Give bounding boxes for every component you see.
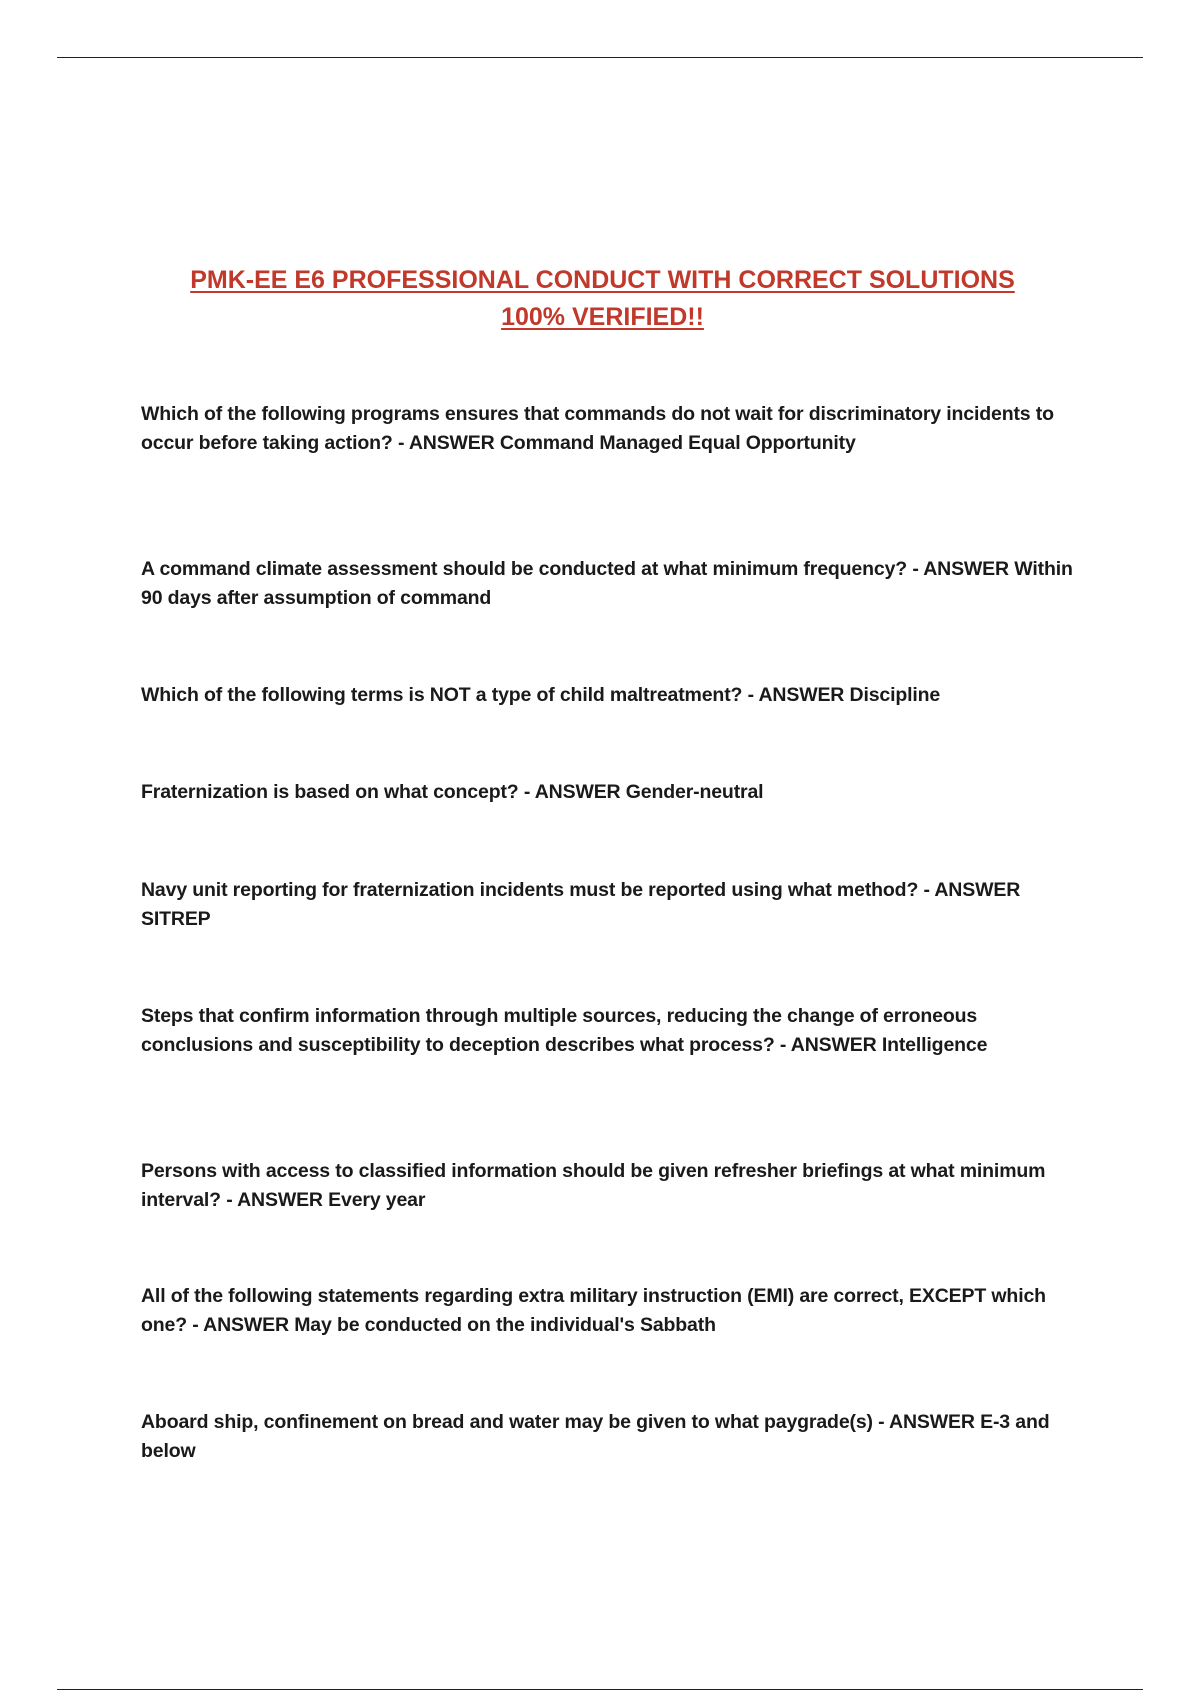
qa-answer: SITREP	[141, 908, 211, 930]
qa-answer: Gender-neutral	[625, 781, 764, 803]
document-title	[130, 262, 1075, 336]
qa-item-6	[141, 1002, 1076, 1060]
qa-item-1	[141, 400, 1076, 458]
qa-answer: E-3 and below	[141, 1411, 1050, 1462]
qa-question: Which of the following programs ensures that commands do not wait for discriminatory incidents to occur before taking action?	[141, 403, 1054, 454]
qa-answer-separator: - ANSWER	[220, 1189, 329, 1211]
qa-question: A command climate assessment should be conducted at what minimum frequency?	[141, 558, 908, 580]
qa-answer-separator: - ANSWER	[392, 432, 500, 454]
qa-answer-separator: - ANSWER	[907, 558, 1015, 580]
qa-item-3	[141, 681, 1076, 710]
qa-question: Which of the following terms is NOT a type of child maltreatment?	[141, 684, 743, 706]
qa-item-8	[141, 1282, 1076, 1340]
qa-answer: Discipline	[849, 684, 941, 706]
document-title-line-1: PMK-EE E6 PROFESSIONAL CONDUCT WITH CORRECT SOLUTIONS	[190, 266, 1015, 294]
qa-answer: Every year	[328, 1189, 426, 1211]
qa-answer: Command Managed Equal Opportunity	[499, 432, 856, 454]
qa-item-7	[141, 1157, 1076, 1215]
qa-answer-separator: - ANSWER	[742, 684, 850, 706]
qa-answer-separator: - ANSWER	[186, 1314, 295, 1336]
qa-question: Navy unit reporting for fraternization incidents must be reported using what method?	[141, 879, 919, 901]
bottom-rule	[57, 1689, 1143, 1690]
top-rule	[57, 57, 1143, 58]
qa-answer-separator: - ANSWER	[518, 781, 626, 803]
qa-item-2	[141, 555, 1076, 613]
qa-answer: Within 90 days after assumption of command	[141, 558, 1073, 609]
qa-question: All of the following statements regarding extra military instruction (EMI) are correct, EXCEPT which one?	[141, 1285, 1046, 1336]
qa-answer: May be conducted on the individual's Sabbath	[294, 1314, 716, 1336]
qa-question: Steps that confirm information through multiple sources, reducing the change of erroneous conclusions and susceptibility to deception describes what process?	[141, 1005, 978, 1056]
qa-item-4	[141, 778, 1076, 807]
document-title-line-2: 100% VERIFIED!!	[501, 303, 704, 331]
qa-answer-separator: - ANSWER	[872, 1411, 981, 1433]
qa-question: Persons with access to classified information should be given refresher briefings at what minimum interval?	[141, 1160, 1046, 1211]
qa-answer: Intelligence	[881, 1034, 988, 1056]
qa-item-5	[141, 876, 1076, 934]
qa-question: Aboard ship, confinement on bread and water may be given to what paygrade(s)	[141, 1411, 873, 1433]
qa-question: Fraternization is based on what concept?	[141, 781, 519, 803]
qa-answer-separator: - ANSWER	[918, 879, 1021, 901]
qa-item-9	[141, 1408, 1076, 1466]
qa-answer-separator: - ANSWER	[774, 1034, 882, 1056]
